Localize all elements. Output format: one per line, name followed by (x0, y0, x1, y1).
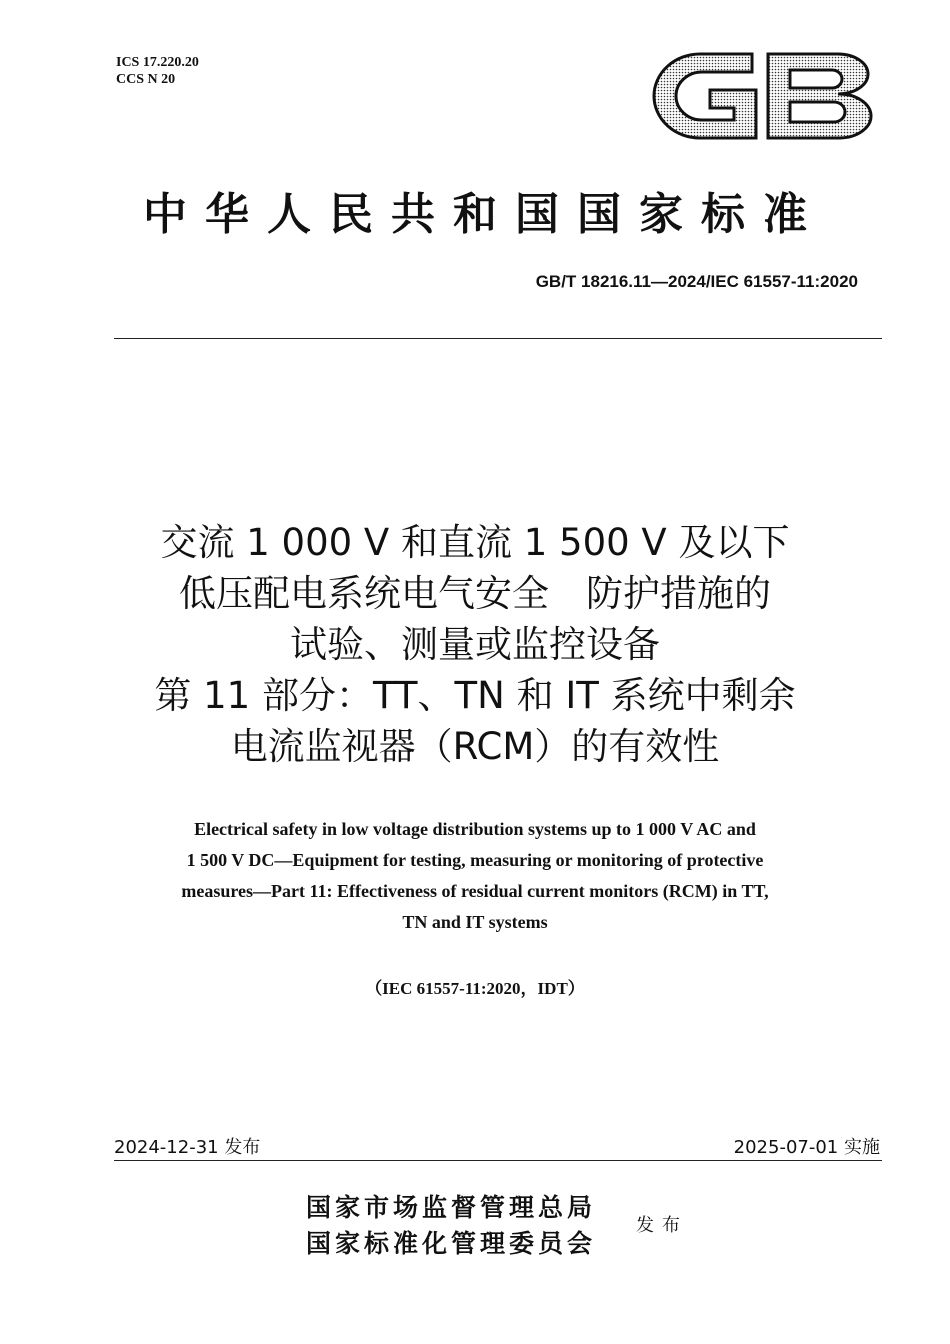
english-title-line: Electrical safety in low voltage distribution systems up to 1 000 V AC and (194, 819, 756, 839)
english-title-line: TN and IT systems (402, 912, 548, 932)
standard-number: GB/T 18216.11—2024/IEC 61557-11:2020 (535, 272, 858, 291)
top-divider (114, 338, 882, 339)
english-title-line: 1 500 V DC—Equipment for testing, measuring or monitoring of protective (186, 850, 764, 870)
chinese-title-line: 电流监视器（RCM）的有效性 (230, 725, 720, 768)
implementation-date: 2025-07-01 实施 (733, 1137, 880, 1158)
issue-date: 2024-12-31 发布 (114, 1137, 261, 1158)
chinese-title-line: 交流 1 000 V 和直流 1 500 V 及以下 (160, 521, 790, 564)
bottom-divider (114, 1160, 882, 1161)
gb-logo (648, 50, 880, 142)
issuer-sac: 国家标准化管理委员会 (306, 1229, 597, 1258)
chinese-title-line: 试验、测量或监控设备 (290, 623, 660, 666)
chinese-title-line: 第 11 部分：TT、TN 和 IT 系统中剩余 (154, 674, 796, 717)
ics-code: ICS 17.220.20 (116, 55, 199, 70)
chinese-title (0, 517, 950, 772)
national-standard-title: 中华人民共和国国家标准 (143, 189, 825, 240)
ccs-code: CCS N 20 (116, 72, 176, 87)
english-title-line: measures—Part 11: Effectiveness of residual current monitors (RCM) in TT, (181, 881, 769, 901)
classification-codes (116, 54, 199, 88)
identical-adoption-note: （IEC 61557-11:2020，IDT） (365, 979, 585, 998)
issuer-samr: 国家市场监督管理总局 (306, 1193, 597, 1222)
publish-label: 发布 (636, 1215, 688, 1236)
chinese-title-line: 低压配电系统电气安全 防护措施的 (179, 572, 771, 615)
issuing-authorities (306, 1190, 596, 1262)
english-title (0, 814, 950, 938)
